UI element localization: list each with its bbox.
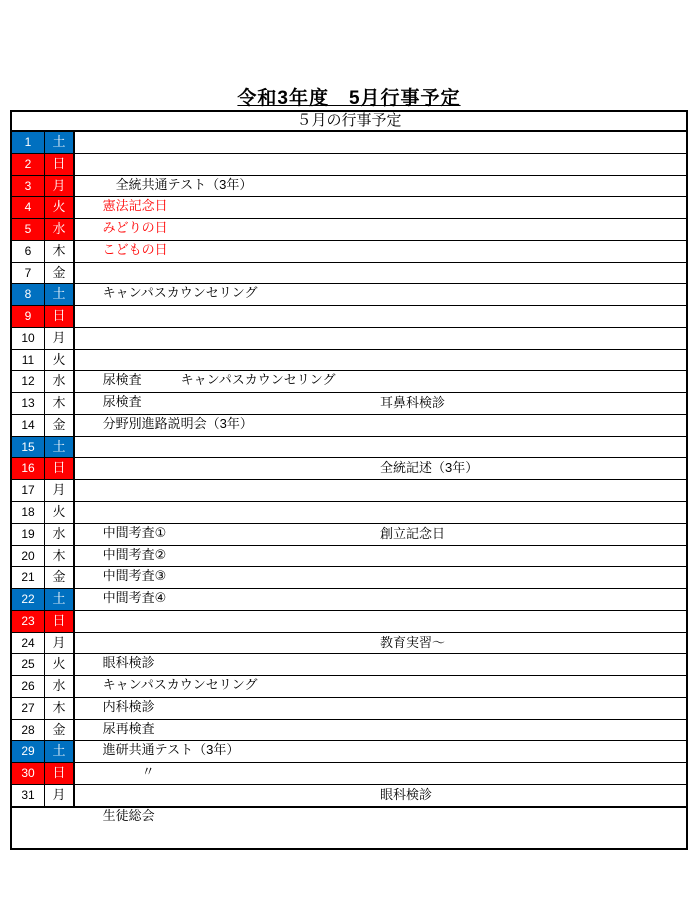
date-cell: 10 — [12, 328, 45, 349]
weekday-cell: 金 — [45, 720, 75, 741]
weekday-cell: 木 — [45, 241, 75, 262]
event-cell — [75, 720, 686, 758]
event-cell — [75, 524, 686, 562]
schedule-table — [10, 110, 688, 850]
event-cell — [75, 176, 686, 214]
date-cell: 15 — [12, 437, 45, 458]
event-right-text: 眼科検診 — [380, 786, 433, 802]
calendar-row — [12, 762, 686, 784]
weekday-cell: 土 — [45, 589, 75, 610]
event-text: 内科検診 — [102, 698, 155, 714]
event-cell — [75, 480, 686, 501]
event-cell — [75, 328, 686, 349]
weekday-cell: 土 — [45, 284, 75, 305]
date-cell: 8 — [12, 284, 45, 305]
date-cell: 20 — [12, 546, 45, 567]
date-cell: 11 — [12, 350, 45, 371]
event-cell — [75, 306, 686, 327]
calendar-row — [12, 588, 686, 610]
weekday-cell: 日 — [45, 458, 75, 479]
weekday-cell: 火 — [45, 197, 75, 218]
date-cell: 21 — [12, 567, 45, 588]
date-cell: 30 — [12, 763, 45, 784]
event-text: 尿再検査 — [102, 720, 155, 736]
event-right-text: 全統記述（3年） — [380, 460, 479, 476]
weekday-cell: 日 — [45, 611, 75, 632]
weekday-cell: 月 — [45, 785, 75, 806]
date-cell: 6 — [12, 241, 45, 262]
weekday-cell: 木 — [45, 393, 75, 414]
event-cell — [75, 741, 686, 780]
event-right-text: 耳鼻科検診 — [380, 395, 446, 411]
weekday-cell: 水 — [45, 524, 75, 545]
calendar-row — [12, 240, 686, 262]
calendar-row — [12, 327, 686, 349]
event-cell — [75, 676, 686, 714]
event-cell — [75, 546, 686, 584]
event-cell — [75, 284, 686, 305]
calendar-row — [12, 218, 686, 257]
weekday-cell: 月 — [45, 328, 75, 349]
event-right-text: 創立記念日 — [380, 525, 446, 541]
weekday-cell: 月 — [45, 480, 75, 501]
event-cell — [75, 154, 686, 192]
date-cell: 1 — [12, 132, 45, 153]
calendar-row — [12, 784, 686, 823]
weekday-cell: 月 — [45, 176, 75, 197]
date-cell: 22 — [12, 589, 45, 610]
weekday-cell: 日 — [45, 763, 75, 784]
event-text: 中間考査④ — [102, 590, 167, 606]
date-cell: 4 — [12, 197, 45, 218]
event-cell — [75, 567, 686, 606]
date-cell: 28 — [12, 720, 45, 741]
date-cell: 18 — [12, 502, 45, 523]
date-cell: 3 — [12, 176, 45, 197]
event-cell — [75, 654, 686, 693]
event-text: 〃 — [102, 764, 155, 780]
calendar-row — [12, 610, 686, 632]
event-text: 生徒総会 — [102, 807, 155, 823]
calendar-row — [12, 153, 686, 192]
weekday-cell: 水 — [45, 219, 75, 240]
event-text: 憲法記念日 — [102, 198, 168, 214]
weekday-cell: 木 — [45, 546, 75, 567]
event-cell — [75, 219, 686, 257]
event-cell — [75, 763, 686, 784]
weekday-cell: 金 — [45, 567, 75, 588]
date-cell: 24 — [12, 633, 45, 654]
date-cell: 2 — [12, 154, 45, 175]
event-cell — [75, 415, 686, 436]
calendar-row — [12, 305, 686, 327]
event-text: 分野別進路説明会（3年） — [102, 415, 253, 431]
weekday-cell: 木 — [45, 698, 75, 719]
date-cell: 13 — [12, 393, 45, 414]
calendar-row — [12, 283, 686, 305]
event-cell — [75, 132, 686, 153]
date-cell: 17 — [12, 480, 45, 501]
date-cell: 7 — [12, 263, 45, 284]
weekday-cell: 月 — [45, 633, 75, 654]
calendar-row — [12, 414, 686, 436]
date-cell: 23 — [12, 611, 45, 632]
event-text: 尿検査 キャンパスカウンセリング — [102, 372, 336, 388]
event-cell — [75, 197, 686, 236]
date-cell: 27 — [12, 698, 45, 719]
date-cell: 9 — [12, 306, 45, 327]
event-text: 中間考査③ — [102, 568, 167, 584]
event-cell — [75, 458, 686, 479]
table-header: ５月の行事予定 — [12, 112, 686, 132]
calendar-row — [12, 175, 686, 214]
date-cell: 26 — [12, 676, 45, 697]
calendar-row — [12, 457, 686, 479]
event-cell — [75, 633, 686, 671]
event-text: 進研共通テスト（3年） — [102, 742, 240, 758]
page-title: 令和3年度 5月行事予定 — [237, 88, 461, 109]
date-cell: 5 — [12, 219, 45, 240]
event-text: みどりの日 — [102, 220, 168, 236]
date-cell: 19 — [12, 524, 45, 545]
event-text: 尿検査 — [102, 394, 142, 410]
event-cell — [75, 350, 686, 388]
event-text: 眼科検診 — [102, 655, 155, 671]
weekday-cell: 土 — [45, 132, 75, 153]
calendar-row — [12, 479, 686, 501]
date-cell: 29 — [12, 741, 45, 762]
event-cell — [75, 437, 686, 458]
weekday-cell: 火 — [45, 502, 75, 523]
event-cell — [75, 698, 686, 736]
event-cell — [75, 589, 686, 610]
calendar-rows — [12, 132, 686, 823]
event-text: 中間考査① — [102, 524, 167, 540]
weekday-cell: 土 — [45, 741, 75, 762]
event-cell — [75, 393, 686, 431]
weekday-cell: 土 — [45, 437, 75, 458]
calendar-row — [12, 436, 686, 458]
event-text: こどもの日 — [102, 241, 168, 257]
date-cell: 31 — [12, 785, 45, 806]
weekday-cell: 日 — [45, 154, 75, 175]
calendar-row — [12, 196, 686, 236]
weekday-cell: 火 — [45, 350, 75, 371]
event-text: 中間考査② — [102, 546, 167, 562]
event-text: 全統共通テスト（3年） — [102, 176, 253, 192]
weekday-cell: 火 — [45, 654, 75, 675]
weekday-cell: 水 — [45, 676, 75, 697]
date-cell: 25 — [12, 654, 45, 675]
event-text: キャンパスカウンセリング — [102, 285, 258, 301]
event-cell — [75, 241, 686, 262]
weekday-cell: 金 — [45, 415, 75, 436]
event-cell — [75, 611, 686, 632]
event-right-text: 教育実習～ — [380, 634, 446, 650]
event-text: キャンパスカウンセリング — [102, 677, 258, 693]
weekday-cell: 水 — [45, 371, 75, 392]
event-cell — [75, 263, 686, 301]
date-cell: 16 — [12, 458, 45, 479]
date-cell: 12 — [12, 371, 45, 392]
calendar-row — [12, 262, 686, 301]
event-cell — [75, 785, 686, 823]
date-cell: 14 — [12, 415, 45, 436]
weekday-cell: 金 — [45, 263, 75, 284]
weekday-cell: 日 — [45, 306, 75, 327]
calendar-row — [12, 132, 686, 153]
